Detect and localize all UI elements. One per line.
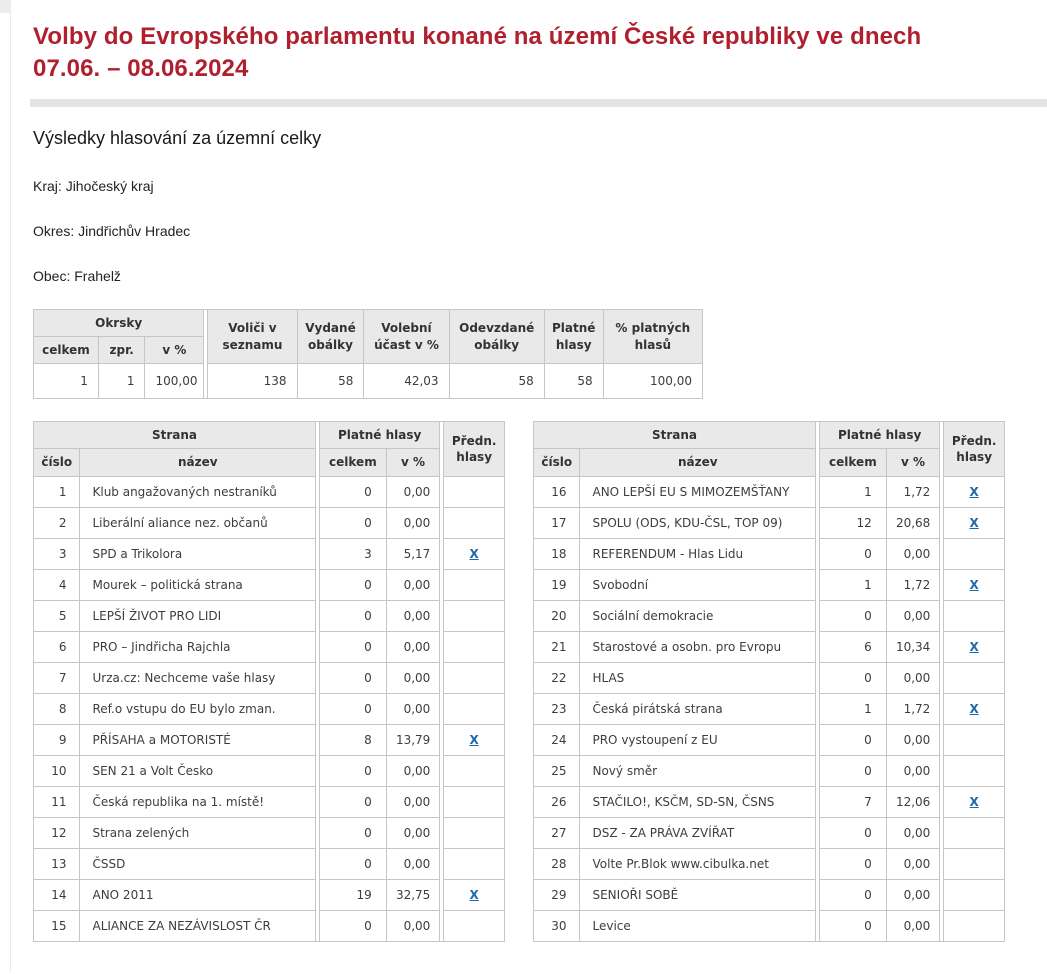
party-number-cell: 28 [534, 848, 580, 879]
party-number-cell: 8 [34, 693, 80, 724]
page-title: Volby do Evropského parlamentu konané na území České republiky ve dnech 07.06. – 08.06.2024 [33, 23, 922, 82]
party-votes-cell: 0 [820, 724, 887, 755]
party-percent-cell: 0,00 [386, 786, 440, 817]
party-row [34, 507, 505, 538]
party-pref-cell [444, 879, 505, 910]
col-header-odevzdane-obalky: Odevzdané obálky [449, 309, 544, 363]
party-name-cell: PRO – Jindřicha Rajchla [80, 631, 316, 662]
party-percent-cell: 0,00 [386, 507, 440, 538]
party-percent-cell: 0,00 [886, 724, 940, 755]
party-percent-cell: 1,72 [886, 693, 940, 724]
party-name-cell: ANO LEPŠÍ EU S MIMOZEMŠŤANY [580, 476, 816, 507]
party-row [534, 817, 1005, 848]
party-votes-cell: 0 [320, 569, 387, 600]
party-votes-cell: 0 [820, 755, 887, 786]
party-votes-cell: 0 [320, 662, 387, 693]
party-percent-cell: 5,17 [386, 538, 440, 569]
party-row [34, 600, 505, 631]
party-votes-cell: 0 [820, 879, 887, 910]
party-results-table-right [533, 421, 1005, 941]
col-header-vpct: v % [386, 449, 440, 476]
party-votes-cell: 1 [820, 693, 887, 724]
party-votes-cell: 0 [820, 817, 887, 848]
party-number-cell: 12 [34, 817, 80, 848]
party-percent-cell: 20,68 [886, 507, 940, 538]
party-votes-cell: 0 [320, 600, 387, 631]
col-header-platne-hlasy: Platné hlasy [544, 309, 603, 363]
col-header-volebni-ucast: Volební účast v % [364, 309, 449, 363]
col-header-okrsky: Okrsky [34, 309, 204, 336]
party-pref-cell [444, 724, 505, 755]
col-header-celkem: celkem [820, 449, 887, 476]
party-percent-cell: 0,00 [886, 538, 940, 569]
party-name-cell: Česká republika na 1. místě! [80, 786, 316, 817]
party-name-cell: Česká pirátská strana [580, 693, 816, 724]
party-percent-cell: 0,00 [886, 662, 940, 693]
party-name-cell: LEPŠÍ ŽIVOT PRO LIDI [80, 600, 316, 631]
party-row [34, 631, 505, 662]
party-percent-cell: 1,72 [886, 569, 940, 600]
obec-value: Frahelž [74, 267, 121, 284]
party-row [534, 662, 1005, 693]
party-row [534, 693, 1005, 724]
party-name-cell: Sociální demokracie [580, 600, 816, 631]
party-pref-cell [444, 569, 505, 600]
party-votes-cell: 8 [320, 724, 387, 755]
party-row [534, 786, 1005, 817]
col-header-strana: Strana [34, 422, 316, 449]
party-name-cell: Klub angažovaných nestraníků [80, 476, 316, 507]
page-left-gutter [0, 0, 11, 972]
party-row [534, 755, 1005, 786]
party-name-cell: Nový směr [580, 755, 816, 786]
party-percent-cell: 10,34 [886, 631, 940, 662]
party-row [34, 910, 505, 941]
volici-value: 138 [208, 364, 297, 399]
party-percent-cell: 12,06 [886, 786, 940, 817]
party-percent-cell: 0,00 [386, 817, 440, 848]
party-name-cell: Svobodní [580, 569, 816, 600]
party-name-cell: SENIOŘI SOBĚ [580, 879, 816, 910]
party-number-cell: 16 [534, 476, 580, 507]
col-header-volici: Voliči v seznamu [208, 309, 297, 363]
party-votes-cell: 0 [320, 476, 387, 507]
party-pref-cell [444, 538, 505, 569]
col-header-okrsky-vpct: v % [145, 337, 204, 364]
party-name-cell: Ref.o vstupu do EU bylo zman. [80, 693, 316, 724]
party-pref-cell [444, 910, 505, 941]
party-number-cell: 23 [534, 693, 580, 724]
okrsky-vpct-value: 100,00 [145, 364, 204, 399]
party-votes-cell: 0 [320, 755, 387, 786]
party-row [534, 538, 1005, 569]
party-name-cell: ČSSD [80, 848, 316, 879]
party-votes-cell: 0 [320, 817, 387, 848]
party-votes-cell: 0 [320, 910, 387, 941]
party-name-cell: ALIANCE ZA NEZÁVISLOST ČR [80, 910, 316, 941]
party-name-cell: HLAS [580, 662, 816, 693]
region-line-okres [33, 223, 1027, 239]
party-row [34, 569, 505, 600]
party-name-cell: SPOLU (ODS, KDU-ČSL, TOP 09) [580, 507, 816, 538]
party-pref-cell [444, 817, 505, 848]
col-header-okrsky-celkem: celkem [34, 337, 99, 364]
party-pref-cell [944, 600, 1005, 631]
okres-value: Jindřichův Hradec [78, 222, 191, 239]
party-number-cell: 25 [534, 755, 580, 786]
party-row [34, 755, 505, 786]
col-header-nazev: název [580, 449, 816, 476]
party-pref-cell [944, 724, 1005, 755]
party-percent-cell: 0,00 [386, 600, 440, 631]
party-name-cell: Strana zelených [80, 817, 316, 848]
party-number-cell: 6 [34, 631, 80, 662]
party-tables-container [33, 421, 1027, 941]
party-number-cell: 24 [534, 724, 580, 755]
party-percent-cell: 0,00 [886, 910, 940, 941]
pct-platnych-value: 100,00 [603, 364, 702, 399]
party-row [34, 848, 505, 879]
party-percent-cell: 0,00 [386, 693, 440, 724]
party-votes-cell: 1 [820, 569, 887, 600]
party-number-cell: 22 [534, 662, 580, 693]
party-name-cell: SEN 21 a Volt Česko [80, 755, 316, 786]
section-title: Výsledky hlasování za územní celky [33, 127, 322, 148]
party-row [34, 693, 505, 724]
party-number-cell: 2 [34, 507, 80, 538]
party-row [534, 600, 1005, 631]
party-number-cell: 1 [34, 476, 80, 507]
party-pref-cell [944, 569, 1005, 600]
party-row [34, 817, 505, 848]
party-pref-cell [944, 507, 1005, 538]
party-pref-cell [444, 476, 505, 507]
party-number-cell: 29 [534, 879, 580, 910]
party-number-cell: 17 [534, 507, 580, 538]
party-votes-cell: 0 [320, 786, 387, 817]
party-row [34, 662, 505, 693]
col-header-pct-platnych: % platných hlasů [603, 309, 702, 363]
col-header-strana: Strana [534, 422, 816, 449]
party-name-cell: ANO 2011 [80, 879, 316, 910]
party-votes-cell: 12 [820, 507, 887, 538]
party-votes-cell: 19 [320, 879, 387, 910]
party-name-cell: Urza.cz: Nechceme vaše hlasy [80, 662, 316, 693]
col-header-vpct: v % [886, 449, 940, 476]
party-votes-cell: 0 [820, 910, 887, 941]
party-percent-cell: 0,00 [386, 910, 440, 941]
col-header-predn-hlasy: Předn. hlasy [444, 422, 505, 476]
party-percent-cell: 0,00 [886, 879, 940, 910]
party-row [534, 879, 1005, 910]
party-number-cell: 14 [34, 879, 80, 910]
party-row [534, 631, 1005, 662]
party-votes-cell: 6 [820, 631, 887, 662]
party-pref-cell [444, 600, 505, 631]
party-number-cell: 15 [34, 910, 80, 941]
party-votes-cell: 0 [820, 600, 887, 631]
party-row [34, 538, 505, 569]
party-name-cell: Starostové a osobn. pro Evropu [580, 631, 816, 662]
party-pref-cell [944, 786, 1005, 817]
party-name-cell: SPD a Trikolora [80, 538, 316, 569]
preferential-votes-link[interactable]: X [469, 546, 479, 561]
party-number-cell: 9 [34, 724, 80, 755]
party-percent-cell: 0,00 [386, 569, 440, 600]
party-row [534, 476, 1005, 507]
volebni-ucast-value: 42,03 [364, 364, 449, 399]
party-percent-cell: 32,75 [386, 879, 440, 910]
party-percent-cell: 0,00 [886, 848, 940, 879]
region-line-obec [33, 268, 1027, 284]
party-row [34, 879, 505, 910]
col-header-nazev: název [80, 449, 316, 476]
party-percent-cell: 0,00 [386, 848, 440, 879]
title-divider [30, 99, 1047, 107]
party-row [34, 724, 505, 755]
party-pref-cell [444, 786, 505, 817]
preferential-votes-link[interactable]: X [469, 887, 479, 902]
col-header-okrsky-zpr: zpr. [98, 337, 145, 364]
party-name-cell: PŘÍSAHA a MOTORISTÉ [80, 724, 316, 755]
preferential-votes-link[interactable]: X [969, 577, 979, 592]
party-name-cell: Mourek – politická strana [80, 569, 316, 600]
party-name-cell: STAČILO!, KSČM, SD-SN, ČSNS [580, 786, 816, 817]
party-votes-cell: 0 [320, 631, 387, 662]
party-results-table-left [33, 421, 505, 941]
party-name-cell: Volte Pr.Blok www.cibulka.net [580, 848, 816, 879]
turnout-summary-table [33, 309, 703, 399]
party-percent-cell: 13,79 [386, 724, 440, 755]
party-pref-cell [444, 631, 505, 662]
party-number-cell: 18 [534, 538, 580, 569]
party-number-cell: 13 [34, 848, 80, 879]
col-header-cislo: číslo [534, 449, 580, 476]
party-votes-cell: 0 [320, 848, 387, 879]
party-percent-cell: 0,00 [386, 755, 440, 786]
party-votes-cell: 0 [320, 693, 387, 724]
preferential-votes-link[interactable]: X [469, 732, 479, 747]
party-row [534, 724, 1005, 755]
party-name-cell: PRO vystoupení z EU [580, 724, 816, 755]
col-header-platne-hlasy: Platné hlasy [320, 422, 440, 449]
page-corner-block [0, 0, 11, 13]
preferential-votes-link[interactable]: X [969, 794, 979, 809]
party-number-cell: 11 [34, 786, 80, 817]
party-percent-cell: 0,00 [386, 631, 440, 662]
party-number-cell: 4 [34, 569, 80, 600]
preferential-votes-link[interactable]: X [969, 515, 979, 530]
party-percent-cell: 0,00 [886, 600, 940, 631]
okrsky-celkem-value: 1 [34, 364, 99, 399]
preferential-votes-link[interactable]: X [969, 484, 979, 499]
party-number-cell: 7 [34, 662, 80, 693]
odevzdane-obalky-value: 58 [449, 364, 544, 399]
col-header-cislo: číslo [34, 449, 80, 476]
party-name-cell: Levice [580, 910, 816, 941]
party-votes-cell: 0 [820, 848, 887, 879]
party-pref-cell [444, 693, 505, 724]
preferential-votes-link[interactable]: X [969, 639, 979, 654]
party-name-cell: DSZ - ZA PRÁVA ZVÍŘAT [580, 817, 816, 848]
party-name-cell: REFERENDUM - Hlas Lidu [580, 538, 816, 569]
okres-label: Okres: [33, 222, 75, 239]
party-pref-cell [944, 662, 1005, 693]
obec-label: Obec: [33, 267, 71, 284]
party-pref-cell [444, 507, 505, 538]
party-row [534, 848, 1005, 879]
party-row [534, 910, 1005, 941]
party-number-cell: 20 [534, 600, 580, 631]
party-percent-cell: 0,00 [886, 755, 940, 786]
party-pref-cell [944, 879, 1005, 910]
platne-hlasy-value: 58 [544, 364, 603, 399]
col-header-platne-hlasy: Platné hlasy [820, 422, 940, 449]
vydane-obalky-value: 58 [297, 364, 364, 399]
party-number-cell: 27 [534, 817, 580, 848]
party-name-cell: Liberální aliance nez. občanů [80, 507, 316, 538]
party-votes-cell: 1 [820, 476, 887, 507]
party-row [534, 569, 1005, 600]
party-percent-cell: 0,00 [386, 662, 440, 693]
party-pref-cell [444, 848, 505, 879]
party-percent-cell: 0,00 [886, 817, 940, 848]
party-votes-cell: 3 [320, 538, 387, 569]
party-percent-cell: 1,72 [886, 476, 940, 507]
party-number-cell: 3 [34, 538, 80, 569]
party-percent-cell: 0,00 [386, 476, 440, 507]
party-number-cell: 19 [534, 569, 580, 600]
party-pref-cell [944, 631, 1005, 662]
party-pref-cell [944, 817, 1005, 848]
okrsky-zpr-value: 1 [98, 364, 145, 399]
party-pref-cell [444, 755, 505, 786]
col-header-predn-hlasy: Předn. hlasy [944, 422, 1005, 476]
party-votes-cell: 0 [320, 507, 387, 538]
party-row [534, 507, 1005, 538]
party-number-cell: 21 [534, 631, 580, 662]
kraj-label: Kraj: [33, 177, 62, 194]
party-number-cell: 10 [34, 755, 80, 786]
party-pref-cell [944, 476, 1005, 507]
col-header-vydane-obalky: Vydané obálky [297, 309, 364, 363]
party-number-cell: 5 [34, 600, 80, 631]
party-row [34, 476, 505, 507]
party-number-cell: 26 [534, 786, 580, 817]
party-votes-cell: 0 [820, 538, 887, 569]
party-pref-cell [944, 755, 1005, 786]
party-votes-cell: 7 [820, 786, 887, 817]
party-votes-cell: 0 [820, 662, 887, 693]
region-line-kraj [33, 178, 1027, 194]
party-pref-cell [944, 910, 1005, 941]
party-pref-cell [444, 662, 505, 693]
party-pref-cell [944, 538, 1005, 569]
preferential-votes-link[interactable]: X [969, 701, 979, 716]
party-pref-cell [944, 848, 1005, 879]
party-row [34, 786, 505, 817]
party-pref-cell [944, 693, 1005, 724]
party-number-cell: 30 [534, 910, 580, 941]
col-header-celkem: celkem [320, 449, 387, 476]
kraj-value: Jihočeský kraj [65, 177, 154, 194]
